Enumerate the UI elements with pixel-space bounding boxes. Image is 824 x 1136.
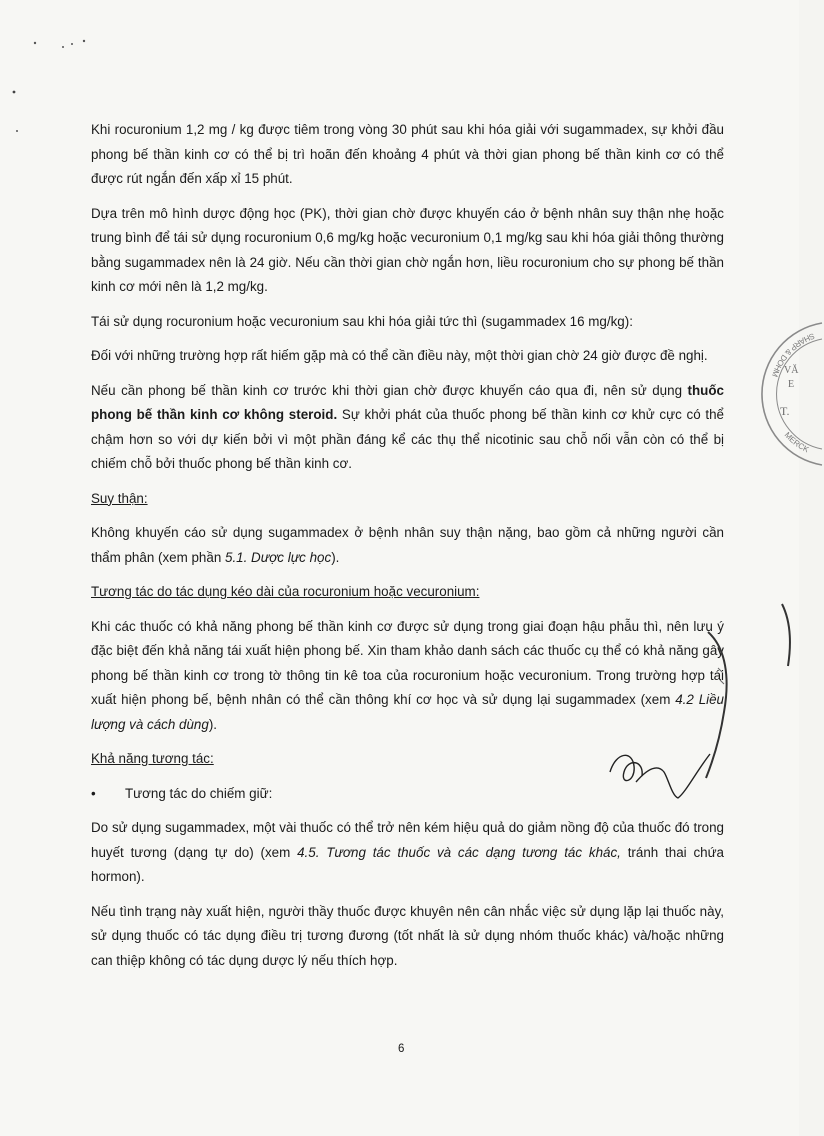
paragraph-renal-impairment: Không khuyến cáo sử dụng sugammadex ở bệnh nhân suy thận nặng, bao gồm cả những người cần thẩm phân (xem phần 5.1. Dược lực học). xyxy=(91,525,724,565)
seal-letter-va: VĂ xyxy=(784,365,799,376)
seal-text-bottom: MERCK xyxy=(782,430,811,455)
paragraph-non-steroid-blocker: Nếu cần phong bế thần kinh cơ trước khi thời gian chờ được khuyến cáo qua đi, nên sử dụng thuốc phong bế thần kinh cơ không steroid. Sự khởi phát của thuốc phong bế thần kinh cơ khử cực có thể chậm hơn so với dự kiến bởi vì một phần đáng kể các thụ thể nicotinic sau chỗ nối vẫn còn có thể bị chiếm chỗ bởi thuốc phong bế thần kinh cơ. xyxy=(91,382,724,471)
seal-letter-e: E xyxy=(788,379,795,390)
company-seal-stamp xyxy=(744,315,824,470)
paragraph-postoperative-recurrence: Khi các thuốc có khả năng phong bế thần kinh cơ được sử dụng trong giai đoạn hậu phẫu thì, nên lưu ý đặc biệt đến khả năng tái xuất hiện phong bế. Xin tham khảo danh sách các thuốc cụ thể có khả năng gây phong bế thần kinh cơ trong tờ thông tin kê toa của rocuronium hoặc vecuronium. Trong trường hợp tái xuất hiện phong bế, bệnh nhân có thể cần thông khí cơ học và sử dụng lại sugammadex (xem 4.2 Liều lượng và cách dùng). xyxy=(91,618,725,732)
paragraph-rocuronium-onset: Khi rocuronium 1,2 mg / kg được tiêm trong vòng 30 phút sau khi hóa giải với sugammadex, sự khởi đầu phong bế thần kinh cơ có thể bị trì hoãn đến khoảng 4 phút và thời gian phong bế thần kinh cơ có thể được rút ngắn đến xấp xỉ 15 phút. xyxy=(91,122,724,186)
document-body xyxy=(91,118,724,983)
edge-mark xyxy=(774,600,804,670)
xref-pharmacodynamics: 5.1. Dược lực học xyxy=(225,549,332,565)
bullet-mark: • xyxy=(91,785,96,801)
page-number: 6 xyxy=(398,1043,405,1055)
paragraph-physician-advice: Nếu tình trạng này xuất hiện, người thầy thuốc được khuyên nên cân nhắc việc sử dụng lặp lại thuốc này, sử dụng thuốc có tác dụng điều trị tương đương (tốt nhất là sử dụng nhóm thuốc khác) và/hoặc những can thiệp không có tác dụng dược lý nếu thích hợp. xyxy=(91,903,724,968)
heading-prolonged-effect: Tương tác do tác dụng kéo dài của rocuronium hoặc vecuronium: xyxy=(91,584,480,599)
paragraph-pk-model: Dựa trên mô hình dược động học (PK), thời gian chờ được khuyến cáo ở bệnh nhân suy thận nhẹ hoặc trung bình để tái sử dụng rocuronium 0,6 mg/kg hoặc vecuronium 0,1 mg/kg sau khi hóa giải thông thường bằng sugammadex nên là 24 giờ. Nếu cần thời gian chờ ngắn hơn, liều rocuronium cho sự phong bế thần kinh cơ mới nên là 1,2 mg/kg. xyxy=(91,205,724,294)
bullet-text: Tương tác do chiếm giữ: xyxy=(125,785,273,801)
svg-text:MERCK xyxy=(783,430,811,454)
paragraph-reduced-efficacy: Do sử dụng sugammadex, một vài thuốc có thể trở nên kém hiệu quả do giảm nồng độ của thuốc đó trong huyết tương (dạng tự do) (xem 4.5. Tương tác thuốc và các dạng tương tác khác, tránh thai chứa hormon). xyxy=(91,820,725,884)
handwritten-signature xyxy=(606,742,716,802)
paragraph-rare-cases: Đối với những trường hợp rất hiếm gặp mà có thể cần điều này, một thời gian chờ 24 giờ được đề nghị. xyxy=(91,348,708,363)
heading-renal-impairment: Suy thận: xyxy=(91,490,148,506)
heading-interaction-potential: Khả năng tương tác: xyxy=(91,751,214,766)
seal-letter-t: T. xyxy=(780,404,790,418)
bold-non-steroid: thuốc phong bế thần kinh cơ không steroid. xyxy=(91,382,724,422)
xref-dosage: 4.2 Liều lượng và cách dùng xyxy=(91,692,725,732)
seal-text-top: SHARP & DOHM xyxy=(769,331,816,379)
paragraph-reuse-after-immediate-reversal: Tái sử dụng rocuronium hoặc vecuronium sau khi hóa giải tức thì (sugammadex 16 mg/kg): xyxy=(91,313,633,329)
xref-interactions: 4.5. Tương tác thuốc và các dạng tương tác khác, xyxy=(297,844,621,860)
